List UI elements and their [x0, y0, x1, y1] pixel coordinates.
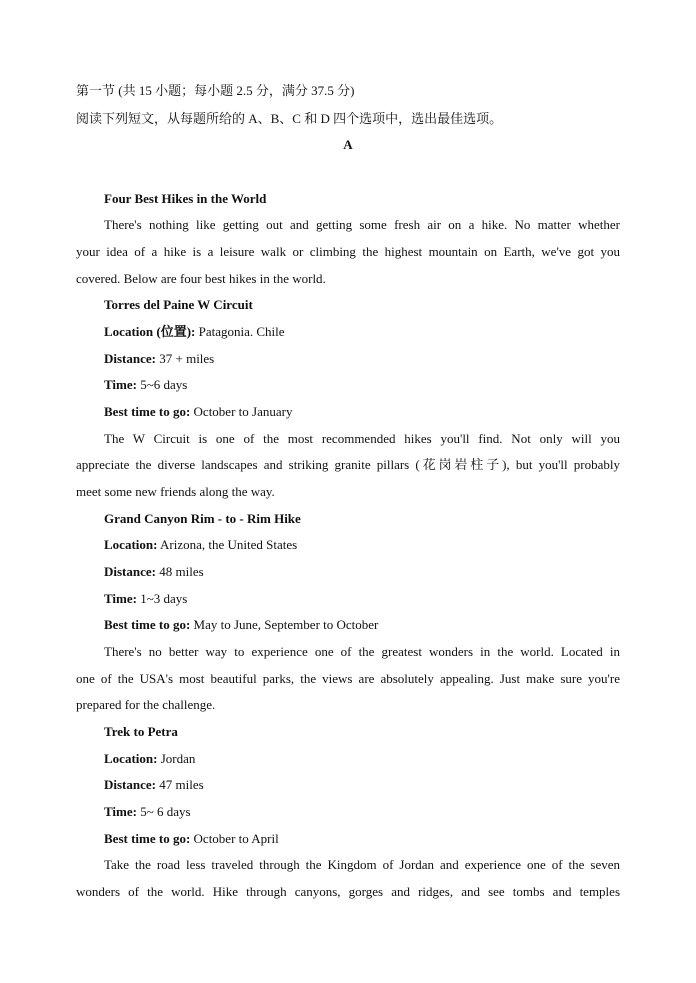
hike-location: [104, 536, 620, 554]
location-label: Location:: [104, 537, 158, 552]
best-time-label: Best time to go:: [104, 404, 191, 419]
best-time-value: May to June, September to October: [190, 617, 379, 632]
intro-line: There's nothing like getting out and getting some fresh air on a hike. No matter whether: [104, 217, 620, 232]
instructions: 阅读下列短文，从每题所给的 A、B、C 和 D 四个选项中，选出最佳选项。: [76, 111, 503, 126]
hike-name: Torres del Paine W Circuit: [104, 297, 253, 312]
location-value: Jordan: [157, 751, 196, 766]
distance-value: 37 + miles: [156, 351, 215, 366]
description-line: Take the road less traveled through the Kingdom of Jordan and experience one of the seven: [104, 857, 620, 872]
distance-label: Distance:: [104, 351, 156, 366]
description-line: prepared for the challenge.: [76, 697, 216, 712]
distance-label: Distance:: [104, 564, 156, 579]
time-label: Time:: [104, 591, 137, 606]
best-time-label: Best time to go:: [104, 617, 191, 632]
hike-time: [104, 803, 620, 821]
time-value: 5~6 days: [136, 377, 188, 392]
hike-best-time: [104, 403, 620, 421]
description-line: meet some new friends along the way.: [76, 484, 275, 499]
distance-value: 48 miles: [156, 564, 204, 579]
hike-distance: [104, 563, 620, 581]
time-value: 5~ 6 days: [136, 804, 191, 819]
description-line: wonders of the world. Hike through canyons, gorges and ridges, and see tombs and temples: [76, 884, 620, 899]
time-label: Time:: [104, 377, 137, 392]
hike-location: [104, 323, 620, 341]
description-line: one of the USA's most beautiful parks, the views are absolutely appealing. Just make sure you're: [76, 671, 620, 686]
hike-best-time: [104, 616, 620, 634]
intro-line: your idea of a hike is a leisure walk or climbing the highest mountain on Earth, we've got you: [76, 244, 620, 259]
article-title: Four Best Hikes in the World: [104, 191, 267, 206]
section-header: 第一节 (共 15 小题；每小题 2.5 分，满分 37.5 分): [76, 83, 355, 98]
best-time-label: Best time to go:: [104, 831, 191, 846]
description-line: There's no better way to experience one of the greatest wonders in the world. Located in: [104, 644, 620, 659]
description-line: The W Circuit is one of the most recommended hikes you'll find. Not only will you: [104, 431, 620, 446]
passage-letter: A: [343, 137, 353, 152]
distance-value: 47 miles: [156, 777, 204, 792]
hike-time: [104, 376, 620, 394]
hike-best-time: [104, 830, 620, 848]
hike-distance: [104, 350, 620, 368]
time-value: 1~3 days: [136, 591, 188, 606]
location-label: Location:: [104, 751, 158, 766]
time-label: Time:: [104, 804, 137, 819]
best-time-value: October to January: [190, 404, 293, 419]
best-time-value: October to April: [190, 831, 279, 846]
distance-label: Distance:: [104, 777, 156, 792]
location-value: Arizona, the United States: [157, 537, 298, 552]
location-label: Location (位置):: [104, 324, 196, 339]
hike-distance: [104, 776, 620, 794]
location-value: Patagonia. Chile: [195, 324, 285, 339]
hike-name: Trek to Petra: [104, 724, 178, 739]
intro-line: covered. Below are four best hikes in the world.: [76, 271, 326, 286]
description-line: appreciate the diverse landscapes and striking granite pillars (花岗岩柱子), but you'll probably: [76, 457, 620, 472]
hike-time: [104, 590, 620, 608]
hike-name: Grand Canyon Rim - to - Rim Hike: [104, 511, 301, 526]
hike-location: [104, 750, 620, 768]
